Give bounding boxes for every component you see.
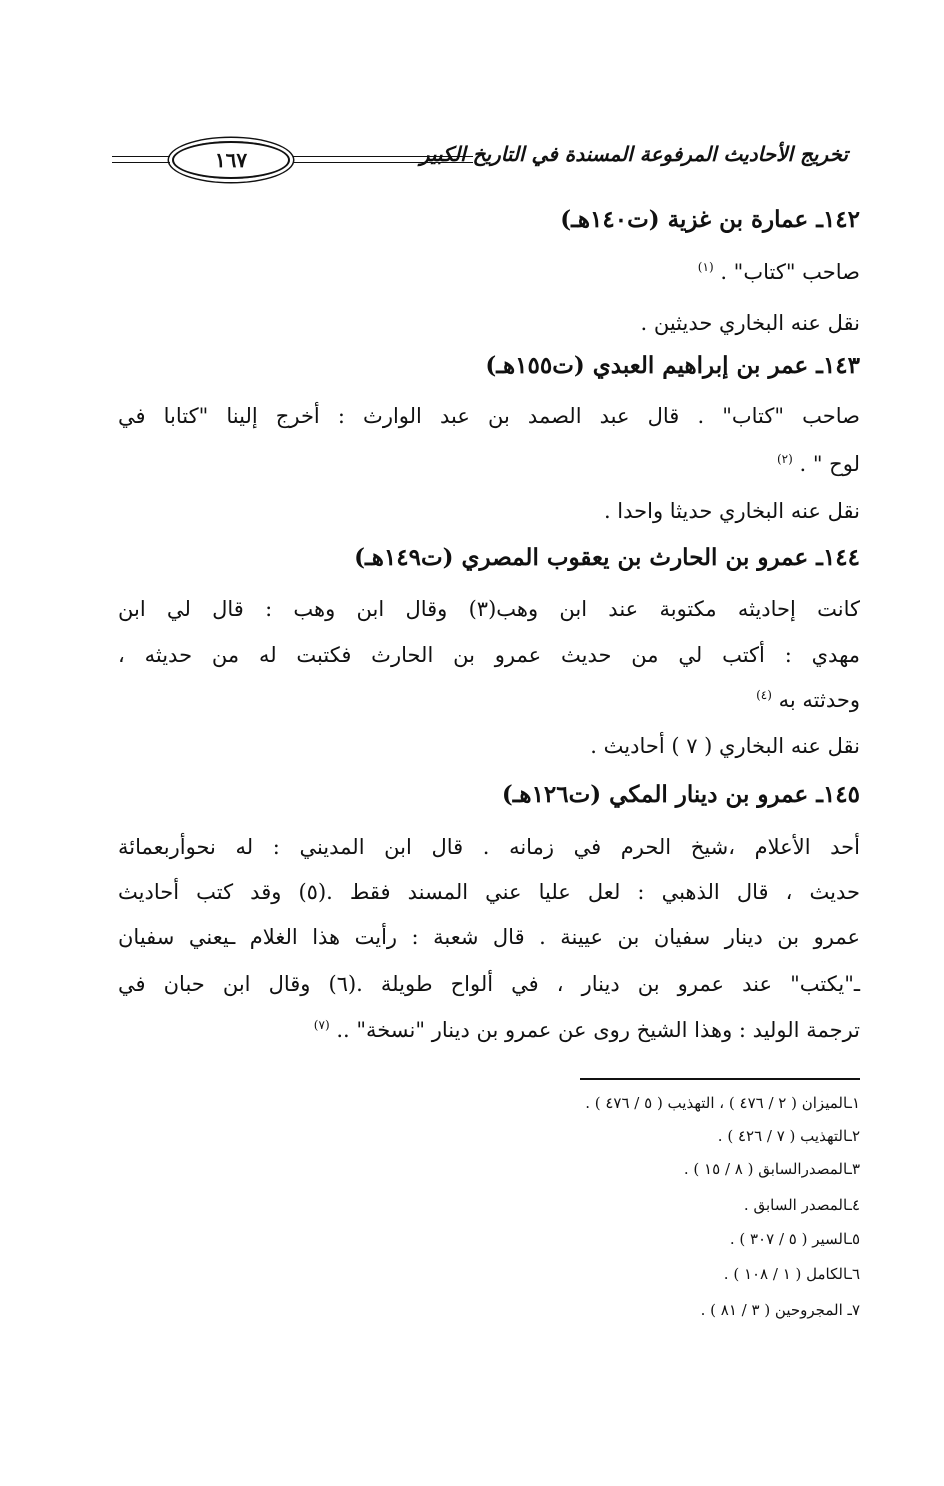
footnote-6: ٦ـالكامل ( ١ / ١٠٨ ) . [723,1265,860,1283]
text-line: وحدثته به $^{(٤)}$ [756,688,860,712]
footnote-marker: (١) [697,260,714,274]
text-line: عمرو بن دينار سفيان بن عيينة . قال شعبة : رأيت هذا الغلام ـيعني سفيان [118,925,860,949]
footnote-1: ١ـالميزان ( ٢ / ٤٧٦ ) ، التهذيب ( ٥ / ٤٧٦ ) . [585,1094,860,1112]
header-rule-right [290,156,473,163]
text-line: حديث ، قال الذهبي : لعل عليا عني المسند فقط .(٥) وقد كتب أحاديث [118,880,860,904]
entry-heading-144: ١٤٤ـ عمرو بن الحارث بن يعقوب المصري (ت١٤٩هـ) [354,544,860,571]
text-line: أحد الأعلام ،شيخ الحرم في زمانه . قال ابن المديني : له نحوأربعمائة [118,835,860,859]
text-line: لوح " . $^{(٢)}$ [776,452,860,476]
text-line: نقل عنه البخاري حديثين . [640,311,860,335]
footnote-separator [580,1078,860,1080]
footnote-5: ٥ـالسير ( ٥ / ٣٠٧ ) . [729,1230,860,1248]
text-line: ـ"يكتب" عند عمرو بن دينار ، في ألواح طويلة .(٦) وقال ابن حبان في [118,972,860,996]
entry-heading-143: ١٤٣ـ عمر بن إبراهيم العبدي (ت١٥٥هـ) [485,352,860,379]
text-line: مهدي : أكتب لي من حديث عمرو بن الحارث فكتبت له من حديثه ، [118,643,860,667]
footnote-4: ٤ـالمصدر السابق . [743,1196,860,1214]
footnote-marker: (٧) [313,1018,330,1032]
footnote-2: ٢ـالتهذيب ( ٧ / ٤٢٦ ) . [717,1127,860,1145]
text-line: نقل عنه البخاري حديثا واحدا . [603,499,860,523]
header-rule-left [112,156,170,163]
page-number: ١٦٧ [172,141,290,179]
entry-heading-145: ١٤٥ـ عمرو بن دينار المكي (ت١٢٦هـ) [501,781,860,808]
footnote-7: ٧ـ المجروحين ( ٣ / ٨١ ) . [700,1301,860,1319]
footnote-marker: (٢) [776,452,793,466]
running-header [112,138,848,182]
header-title: تخريج الأحاديث المرفوعة المسندة في التاريخ الكبير [419,142,848,166]
text-line: نقل عنه البخاري ( ٧ ) أحاديث . [590,734,860,758]
footnote-marker: (٤) [756,688,772,702]
text-line: صاحب "كتاب" . قال عبد الصمد بن عبد الوارث : أخرج إلينا "كتابا في [118,404,860,428]
text-line: كانت إحاديثه مكتوبة عند ابن وهب(٣) وقال ابن وهب : قال لي ابن [118,597,861,621]
text-line: ترجمة الوليد : وهذا الشيخ روى عن عمرو بن دينار "نسخة" .. $^{(٧)}$ [313,1018,860,1042]
entry-heading-142: ١٤٢ـ عمارة بن غزية (ت١٤٠هـ) [560,206,860,233]
footnote-3: ٣ـالمصدرالسابق ( ٨ / ١٥ ) . [683,1160,860,1178]
text-line: صاحب "كتاب" . $^{(١)}$ [697,260,860,284]
